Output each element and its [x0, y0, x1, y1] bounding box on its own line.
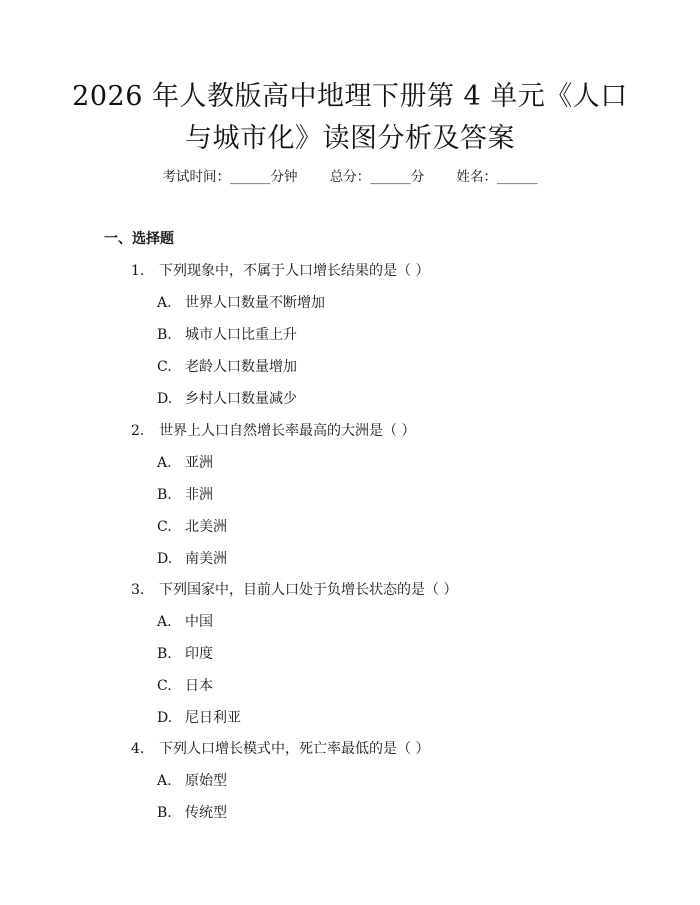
option-text: 亚洲 — [185, 455, 213, 471]
option-text: 传统型 — [185, 805, 227, 821]
option-letter: A. — [157, 295, 172, 311]
title-line-2: 与城市化》读图分析及答案 — [185, 123, 515, 154]
option-letter: C. — [157, 678, 172, 694]
option-letter: C. — [157, 519, 172, 535]
option-text: 世界人口数量不断增加 — [185, 295, 325, 311]
option-letter: B. — [157, 646, 172, 662]
question-text: 下列现象中，不属于人口增长结果的是（ ） — [159, 263, 430, 279]
question-text: 下列国家中，目前人口处于负增长状态的是（ ） — [159, 582, 458, 598]
option-text: 非洲 — [185, 487, 213, 503]
option-text: 尼日利亚 — [185, 710, 241, 726]
question-text: 世界上人口自然增长率最高的大洲是（ ） — [159, 423, 416, 439]
option-text: 日本 — [185, 678, 213, 694]
option-text: 北美洲 — [185, 519, 227, 535]
option-text: 乡村人口数量减少 — [185, 391, 297, 407]
question-number: 4. — [131, 741, 145, 757]
option-letter: A. — [157, 455, 172, 471]
option-text: 老龄人口数量增加 — [185, 359, 297, 375]
section-heading: 一、选择题 — [104, 231, 174, 247]
option-letter: A. — [157, 614, 172, 630]
option-text: 原始型 — [185, 773, 227, 789]
option-letter: B. — [157, 805, 172, 821]
option-text: 中国 — [185, 614, 213, 630]
option-letter: C. — [157, 359, 172, 375]
exam-time: 考试时间：______分钟 — [162, 169, 298, 185]
option-text: 南美洲 — [185, 551, 227, 567]
question-number: 1. — [131, 263, 145, 279]
option-letter: D. — [157, 551, 173, 567]
option-text: 印度 — [185, 646, 213, 662]
exam-info — [0, 166, 700, 188]
option-letter: A. — [157, 773, 172, 789]
option-letter: D. — [157, 710, 173, 726]
option-letter: B. — [157, 487, 172, 503]
question-text: 下列人口增长模式中，死亡率最低的是（ ） — [159, 741, 430, 757]
total-score: 总分：______分 — [329, 169, 425, 185]
title-line-1: 2026 年人教版高中地理下册第 4 单元《人口 — [72, 81, 628, 112]
option-letter: B. — [157, 327, 172, 343]
option-letter: D. — [157, 391, 173, 407]
student-name: 姓名：______ — [456, 169, 538, 185]
option-text: 城市人口比重上升 — [185, 327, 297, 343]
question-number: 3. — [131, 582, 145, 598]
question-number: 2. — [131, 423, 145, 439]
